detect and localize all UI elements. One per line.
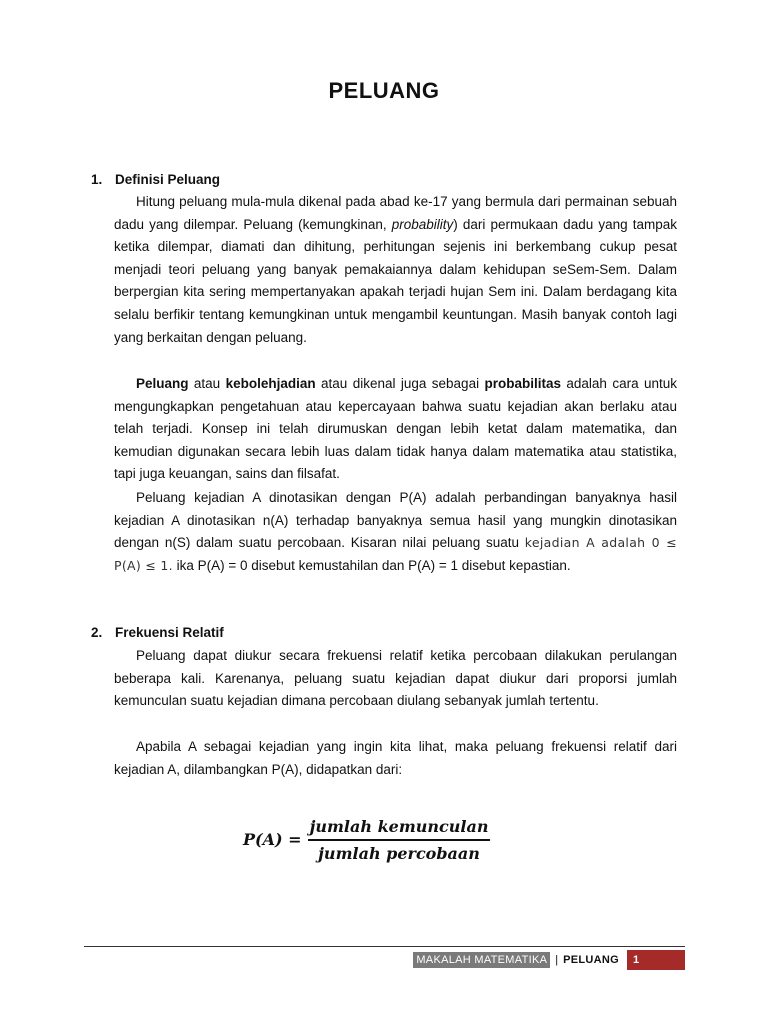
- paragraph: [114, 191, 677, 349]
- section-number: 2.: [91, 625, 103, 640]
- page-number: 1: [627, 950, 685, 970]
- text-run: adalah cara untuk mengungkapkan pengetahuan atau kepercayaan bahwa suatu kejadian akan berlaku atau telah terjadi. Konsep ini telah dirumuskan dengan lebih ketat dalam matematika, dan kemudian digunakan secara lebih luas dalam tidak hanya dalam matematika atau statistika, tapi juga keuangan, sains dan filsafat.: [114, 376, 677, 482]
- formula-fraction: [308, 817, 491, 863]
- footer-divider: [84, 946, 685, 947]
- text-run-bold: kebolehjadian: [225, 376, 316, 391]
- text-run: Hitung peluang mula-mula dikenal pada abad ke-17 yang bermula dari permainan sebuah dadu yang dilempar. Peluang (kemungkinan,: [114, 194, 677, 232]
- section-heading-definisi: [91, 172, 220, 187]
- text-run: Peluang kejadian A dinotasikan dengan P(A) adalah perbandingan banyaknya hasil kejadian A dinotasikan n(A) terhadap banyaknya semua hasil yang mungkin dinotasikan dengan n(S) dalam suatu percobaan. Kisaran nilai peluang suatu: [114, 490, 677, 551]
- text-run: atau dikenal juga sebagai: [315, 376, 485, 391]
- text-run: ika P(A) = 0 disebut kemustahilan dan P(A) = 1 disebut kepastian.: [172, 557, 571, 573]
- section-title: Frekuensi Relatif: [115, 625, 224, 640]
- footer-separator: |: [555, 954, 559, 966]
- text-run: atau: [188, 376, 226, 391]
- text-run: Apabila A sebagai kejadian yang ingin kita lihat, maka peluang frekuensi relatif dari kejadian A, dilambangkan P(A), didapatkan dari:: [114, 739, 677, 777]
- text-run: Peluang dapat diukur secara frekuensi relatif ketika percobaan dilakukan perulangan beberapa kali. Karenanya, peluang suatu kejadian dapat diukur dari proporsi jumlah kemunculan suatu kejadian dimana percobaan diulang sebanyak jumlah tertentu.: [114, 648, 677, 709]
- section-number: 1.: [91, 172, 103, 187]
- formula-numerator: jumlah kemunculan: [309, 817, 489, 836]
- text-run-bold: probabilitas: [484, 376, 561, 391]
- paragraph: [114, 487, 677, 577]
- probability-formula: [243, 817, 490, 863]
- paragraph: [114, 645, 677, 713]
- paragraph: [114, 736, 677, 781]
- section-title: Definisi Peluang: [115, 172, 221, 187]
- formula-lhs: P(A) =: [243, 830, 302, 850]
- paragraph: [114, 373, 677, 486]
- footer-doc-type: MAKALAH MATEMATIKA: [413, 952, 550, 968]
- formula-denominator: jumlah percobaan: [318, 843, 480, 863]
- text-run-italic: probability: [391, 216, 454, 232]
- section-heading-frekuensi: [91, 625, 224, 640]
- page-title: PELUANG: [328, 78, 440, 103]
- text-run-alt: kejadian A adalah 0 ≤ P(A) ≤ 1.: [114, 535, 678, 573]
- text-run: ) dari permukaan dadu yang tampak ketika dilempar, diamati dan dihitung, perhitungan sejenis ini berkembang cukup pesat menjadi teori peluang yang banyak pemakaiannya dalam kehidupan seSem-Sem. Dalam berpergian kita sering mempertanyakan apakah terjadi hujan Sem ini. Dalam berdagang kita selalu berfikir tentang kemungkinan untuk mengambil keuntungan. Masih banyak contoh lagi yang berkaitan dengan peluang.: [114, 216, 677, 345]
- page-footer: [413, 950, 685, 970]
- text-run-bold: Peluang: [136, 376, 189, 391]
- footer-doc-title: PELUANG: [563, 954, 619, 966]
